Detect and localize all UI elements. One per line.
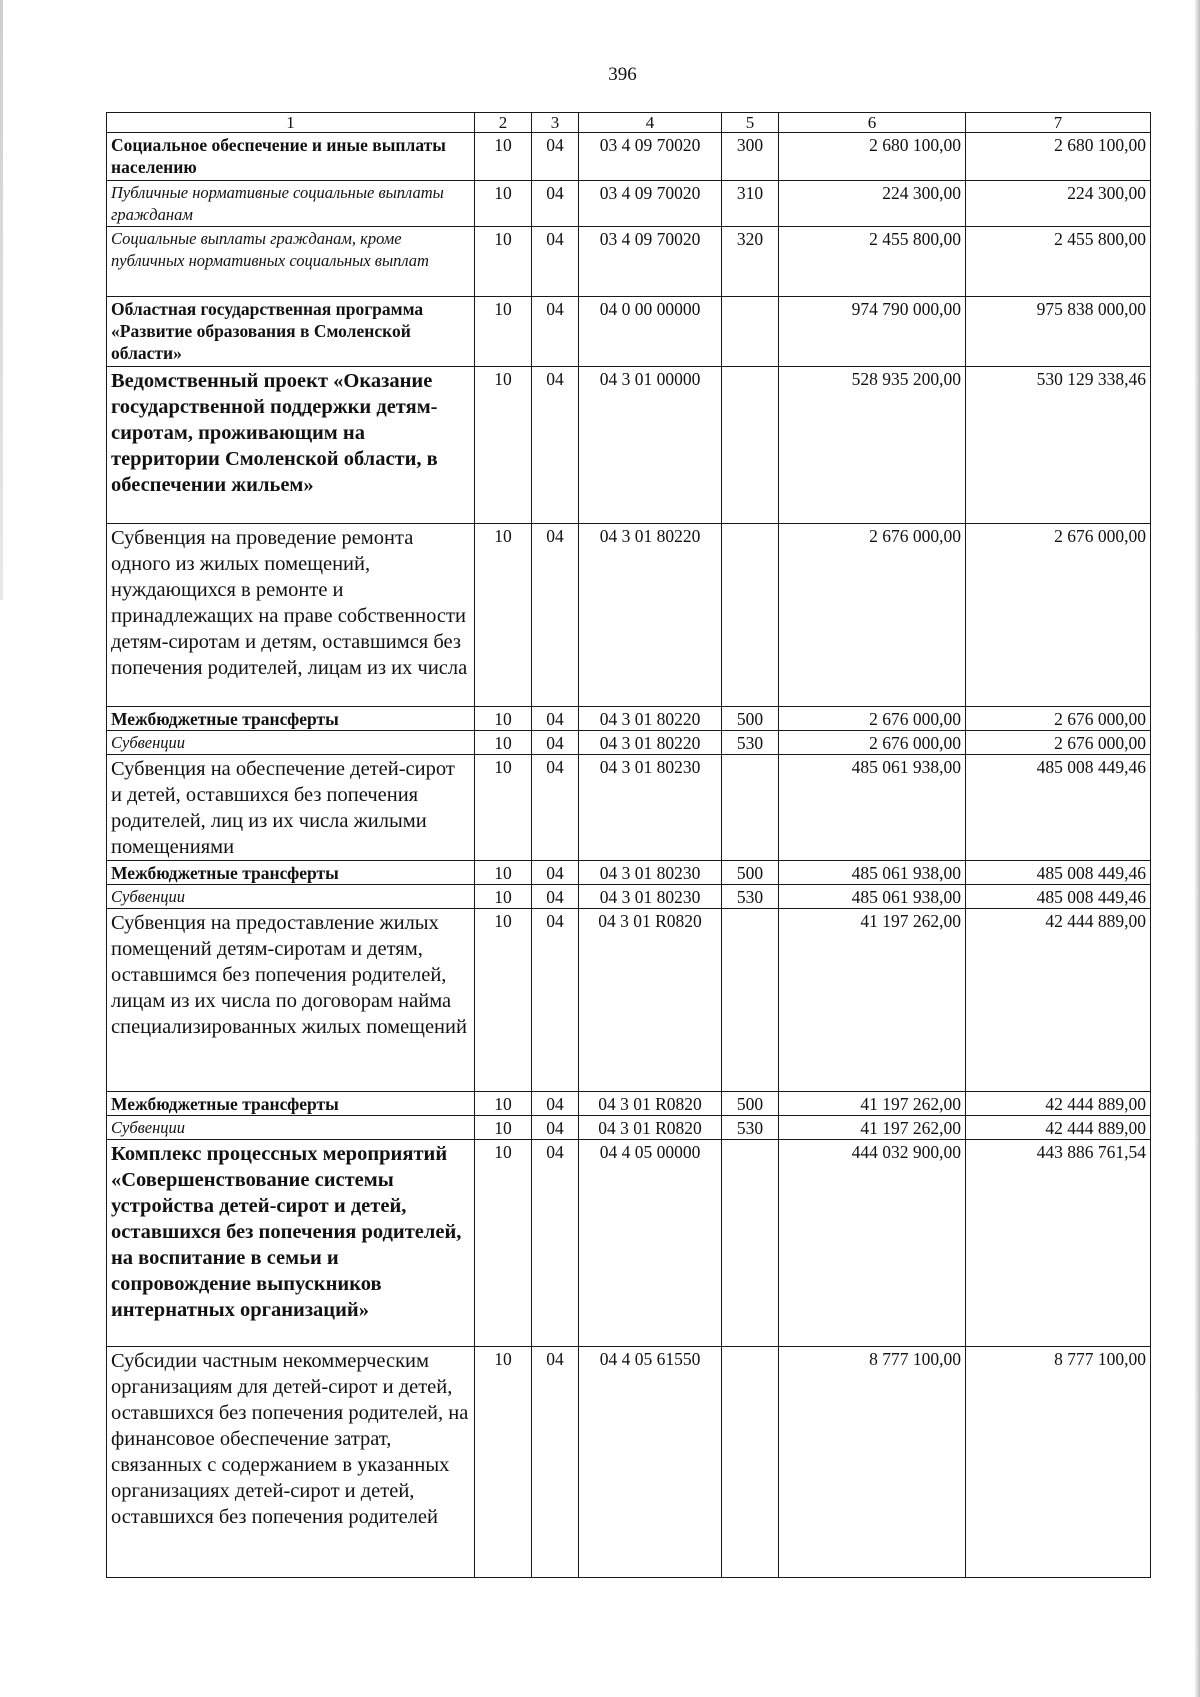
section-cell: 10 [475, 707, 532, 731]
section-cell: 10 [475, 1116, 532, 1140]
expense-type-cell: 500 [722, 707, 779, 731]
amount-year1-cell: 41 197 262,00 [779, 1092, 966, 1116]
section-cell: 10 [475, 731, 532, 755]
amount-year2-cell: 224 300,00 [966, 181, 1151, 227]
header-cell: 4 [579, 113, 722, 133]
subsection-cell: 04 [532, 707, 579, 731]
row-name-cell: Областная государственная программа «Развитие образования в Смоленской области» [107, 297, 475, 367]
row-name-cell: Социальные выплаты гражданам, кроме публичных нормативных социальных выплат [107, 227, 475, 297]
row-name-cell: Субвенции [107, 885, 475, 909]
amount-year1-cell: 2 676 000,00 [779, 731, 966, 755]
subsection-cell: 04 [532, 1347, 579, 1578]
expense-type-cell [722, 909, 779, 1092]
amount-year2-cell: 42 444 889,00 [966, 1116, 1151, 1140]
target-article-cell: 04 3 01 R0820 [579, 909, 722, 1092]
row-name-cell: Межбюджетные трансферты [107, 1092, 475, 1116]
target-article-cell: 04 0 00 00000 [579, 297, 722, 367]
amount-year2-cell: 42 444 889,00 [966, 1092, 1151, 1116]
amount-year1-cell: 444 032 900,00 [779, 1140, 966, 1347]
table-row [107, 707, 1151, 731]
amount-year2-cell: 2 676 000,00 [966, 707, 1151, 731]
table-row [107, 1092, 1151, 1116]
expense-type-cell [722, 1347, 779, 1578]
scan-edge-left [0, 0, 3, 600]
table-row [107, 1116, 1151, 1140]
target-article-cell: 04 3 01 80230 [579, 861, 722, 885]
expense-type-cell [722, 367, 779, 524]
amount-year1-cell: 485 061 938,00 [779, 885, 966, 909]
subsection-cell: 04 [532, 1140, 579, 1347]
row-name-cell: Субвенции [107, 1116, 475, 1140]
row-name-cell: Субвенция на обеспечение детей-сирот и детей, оставшихся без попечения родителей, лиц из их числа жилыми помещениями [107, 755, 475, 861]
subsection-cell: 04 [532, 1092, 579, 1116]
header-cell: 7 [966, 113, 1151, 133]
subsection-cell: 04 [532, 731, 579, 755]
header-cell: 5 [722, 113, 779, 133]
subsection-cell: 04 [532, 297, 579, 367]
header-cell: 6 [779, 113, 966, 133]
subsection-cell: 04 [532, 524, 579, 707]
amount-year2-cell: 485 008 449,46 [966, 755, 1151, 861]
expense-type-cell: 500 [722, 861, 779, 885]
scan-edge-right [1194, 0, 1200, 1697]
row-name-cell: Ведомственный проект «Оказание государственной поддержки детям-сиротам, проживающим на территории Смоленской области, в обеспечении жильем» [107, 367, 475, 524]
amount-year1-cell: 41 197 262,00 [779, 1116, 966, 1140]
subsection-cell: 04 [532, 755, 579, 861]
budget-table [106, 112, 1151, 1578]
row-name-cell: Комплекс процессных мероприятий «Совершенствование системы устройства детей-сирот и детей, оставшихся без попечения родителей, на воспитание в семьи и сопровождение выпускников интернатных организаций» [107, 1140, 475, 1347]
table-row [107, 861, 1151, 885]
amount-year2-cell: 2 680 100,00 [966, 133, 1151, 181]
table-row [107, 755, 1151, 861]
table-row [107, 297, 1151, 367]
amount-year1-cell: 224 300,00 [779, 181, 966, 227]
target-article-cell: 03 4 09 70020 [579, 181, 722, 227]
row-name-cell: Межбюджетные трансферты [107, 707, 475, 731]
table-row [107, 1140, 1151, 1347]
section-cell: 10 [475, 133, 532, 181]
target-article-cell: 04 3 01 80220 [579, 707, 722, 731]
row-name-cell: Субвенция на проведение ремонта одного из жилых помещений, нуждающихся в ремонте и принадлежащих на праве собственности детям-сиротам и детям, оставшимся без попечения родителей, лицам из их числа [107, 524, 475, 707]
amount-year2-cell: 975 838 000,00 [966, 297, 1151, 367]
table-body [107, 113, 1151, 1578]
header-cell: 2 [475, 113, 532, 133]
target-article-cell: 04 3 01 80230 [579, 755, 722, 861]
header-row [107, 113, 1151, 133]
amount-year1-cell: 485 061 938,00 [779, 755, 966, 861]
section-cell: 10 [475, 297, 532, 367]
amount-year1-cell: 41 197 262,00 [779, 909, 966, 1092]
amount-year2-cell: 485 008 449,46 [966, 885, 1151, 909]
row-name-cell: Публичные нормативные социальные выплаты гражданам [107, 181, 475, 227]
expense-type-cell: 300 [722, 133, 779, 181]
table-row [107, 227, 1151, 297]
page-number: 396 [608, 64, 637, 85]
expense-type-cell: 320 [722, 227, 779, 297]
amount-year2-cell: 8 777 100,00 [966, 1347, 1151, 1578]
target-article-cell: 03 4 09 70020 [579, 133, 722, 181]
table-row [107, 133, 1151, 181]
subsection-cell: 04 [532, 227, 579, 297]
table-row [107, 909, 1151, 1092]
expense-type-cell: 530 [722, 885, 779, 909]
expense-type-cell: 310 [722, 181, 779, 227]
amount-year1-cell: 974 790 000,00 [779, 297, 966, 367]
target-article-cell: 04 3 01 80230 [579, 885, 722, 909]
subsection-cell: 04 [532, 909, 579, 1092]
expense-type-cell: 530 [722, 1116, 779, 1140]
target-article-cell: 04 3 01 00000 [579, 367, 722, 524]
amount-year2-cell: 485 008 449,46 [966, 861, 1151, 885]
expense-type-cell: 530 [722, 731, 779, 755]
table-row [107, 885, 1151, 909]
amount-year2-cell: 530 129 338,46 [966, 367, 1151, 524]
subsection-cell: 04 [532, 181, 579, 227]
target-article-cell: 04 4 05 61550 [579, 1347, 722, 1578]
table-row [107, 1347, 1151, 1578]
section-cell: 10 [475, 1092, 532, 1116]
header-cell: 1 [107, 113, 475, 133]
subsection-cell: 04 [532, 861, 579, 885]
section-cell: 10 [475, 909, 532, 1092]
table-row [107, 524, 1151, 707]
amount-year1-cell: 485 061 938,00 [779, 861, 966, 885]
header-cell: 3 [532, 113, 579, 133]
expense-type-cell [722, 1140, 779, 1347]
section-cell: 10 [475, 1140, 532, 1347]
amount-year2-cell: 443 886 761,54 [966, 1140, 1151, 1347]
target-article-cell: 04 3 01 80220 [579, 524, 722, 707]
amount-year2-cell: 42 444 889,00 [966, 909, 1151, 1092]
target-article-cell: 04 3 01 R0820 [579, 1092, 722, 1116]
target-article-cell: 04 4 05 00000 [579, 1140, 722, 1347]
amount-year1-cell: 2 676 000,00 [779, 524, 966, 707]
target-article-cell: 04 3 01 R0820 [579, 1116, 722, 1140]
table-row [107, 731, 1151, 755]
section-cell: 10 [475, 367, 532, 524]
row-name-cell: Субсидии частным некоммерческим организациям для детей-сирот и детей, оставшихся без попечения родителей, на финансовое обеспечение затрат, связанных с содержанием в указанных организациях детей-сирот и детей, оставшихся без попечения родителей [107, 1347, 475, 1578]
row-name-cell: Социальное обеспечение и иные выплаты населению [107, 133, 475, 181]
section-cell: 10 [475, 181, 532, 227]
subsection-cell: 04 [532, 133, 579, 181]
section-cell: 10 [475, 524, 532, 707]
amount-year1-cell: 528 935 200,00 [779, 367, 966, 524]
section-cell: 10 [475, 1347, 532, 1578]
target-article-cell: 03 4 09 70020 [579, 227, 722, 297]
row-name-cell: Субвенция на предоставление жилых помещений детям-сиротам и детям, оставшимся без попечения родителей, лицам из их числа по договорам найма специализированных жилых помещений [107, 909, 475, 1092]
section-cell: 10 [475, 885, 532, 909]
expense-type-cell: 500 [722, 1092, 779, 1116]
amount-year2-cell: 2 676 000,00 [966, 731, 1151, 755]
row-name-cell: Межбюджетные трансферты [107, 861, 475, 885]
expense-type-cell [722, 524, 779, 707]
amount-year1-cell: 2 455 800,00 [779, 227, 966, 297]
row-name-cell: Субвенции [107, 731, 475, 755]
amount-year1-cell: 2 680 100,00 [779, 133, 966, 181]
amount-year1-cell: 8 777 100,00 [779, 1347, 966, 1578]
section-cell: 10 [475, 861, 532, 885]
amount-year1-cell: 2 676 000,00 [779, 707, 966, 731]
amount-year2-cell: 2 676 000,00 [966, 524, 1151, 707]
section-cell: 10 [475, 227, 532, 297]
table-row [107, 181, 1151, 227]
expense-type-cell [722, 755, 779, 861]
subsection-cell: 04 [532, 367, 579, 524]
section-cell: 10 [475, 755, 532, 861]
amount-year2-cell: 2 455 800,00 [966, 227, 1151, 297]
subsection-cell: 04 [532, 1116, 579, 1140]
table-row [107, 367, 1151, 524]
expense-type-cell [722, 297, 779, 367]
subsection-cell: 04 [532, 885, 579, 909]
target-article-cell: 04 3 01 80220 [579, 731, 722, 755]
